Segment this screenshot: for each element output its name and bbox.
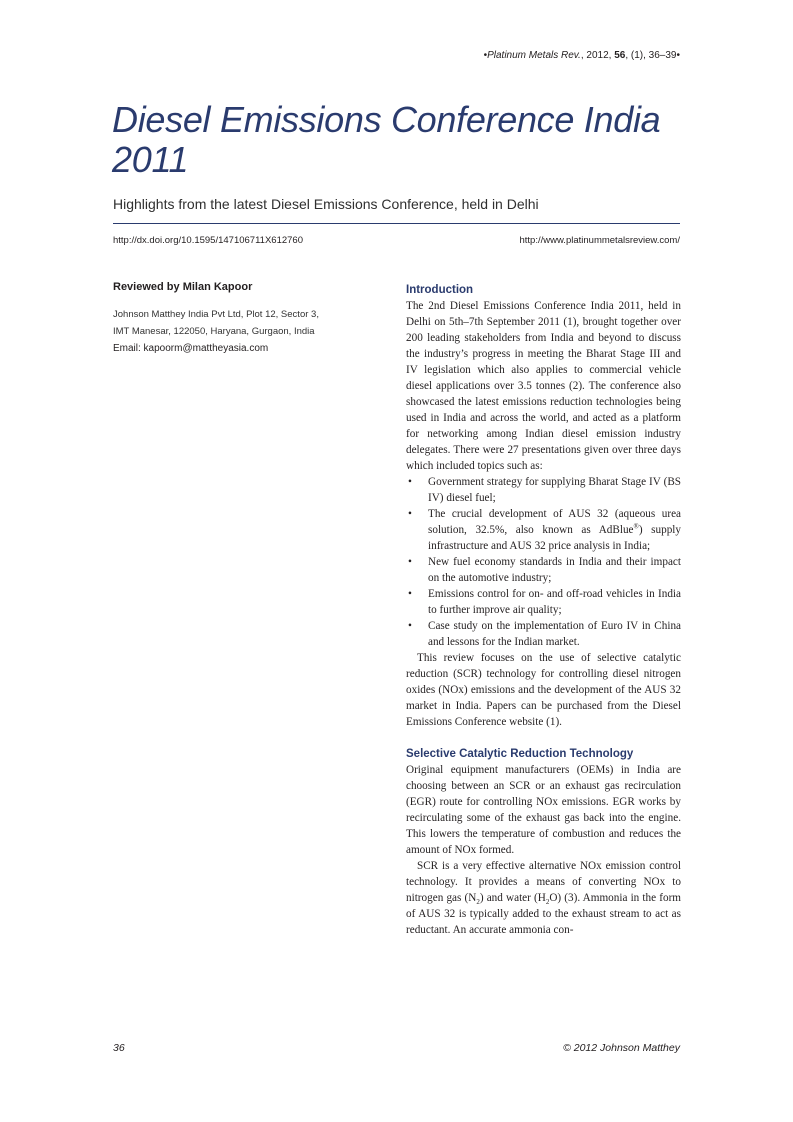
copyright-notice: © 2012 Johnson Matthey — [563, 1042, 680, 1054]
list-item: • New fuel economy standards in India and their impact on the automotive industry; — [408, 556, 681, 584]
section-heading-scr: Selective Catalytic Reduction Technology — [406, 748, 634, 760]
journal-name: Platinum Metals Rev. — [487, 50, 581, 61]
affiliation-line-2: IMT Manesar, 122050, Haryana, Gurgaon, India — [113, 326, 315, 337]
article-body — [406, 282, 681, 938]
running-head-bullet-left: • — [483, 50, 488, 61]
scr-paragraph-2: SCR is a very effective alternative NOx emission control technology. It provides a means of converting NOx to nitrogen gas $(N_2)$ and water $(H_2O)$ (3). Ammonia in the form of AUS 32 is typically added to the exhaust stream to act as reductant. An accurate ammonia con- — [406, 860, 681, 936]
page-number: 36 — [113, 1042, 125, 1054]
bullet-icon: • — [408, 508, 412, 520]
running-head-bullet-right: • — [676, 50, 680, 61]
header-divider — [113, 223, 680, 224]
topic-list — [406, 474, 681, 650]
scr-paragraph-1: Original equipment manufacturers (OEMs) in India are choosing between an SCR or an exhaust gas recirculation (EGR) route for controlling NOx emissions. EGR works by recirculating some of the exhaust gas back into the engine. This lowers the temperature of combustion and reduces the amount of NOx formed. — [406, 764, 681, 856]
section-heading-introduction: Introduction — [406, 284, 474, 296]
journal-website-link[interactable]: http://www.platinummetalsreview.com/ — [519, 235, 680, 246]
intro-paragraph-2: This review focuses on the use of selective catalytic reduction (SCR) technology for controlling diesel nitrogen oxides (NOx) emissions and the development of the AUS 32 market in India. Papers can be purchased from the Diesel Emissions Conference website (1). — [406, 652, 681, 728]
author-email[interactable]: Email: kapoorm@mattheyasia.com — [113, 343, 269, 354]
subscript-2: 2 — [545, 898, 550, 907]
bullet-icon: • — [408, 620, 412, 632]
subscript-2: 2 — [476, 898, 480, 907]
reviewer-name: Reviewed by Milan Kapoor — [113, 281, 253, 293]
section-spacer — [406, 730, 681, 746]
list-item: • The crucial development of AUS 32 (aqueous urea solution, 32.5%, also known as AdBlue®) supply infrastructure and AUS 32 price analysis in India; — [408, 508, 682, 552]
registered-mark: ® — [633, 522, 639, 531]
journal-issue-pages: , (1), 36–39 — [625, 50, 677, 61]
list-item: • Government strategy for supplying Bharat Stage IV (BS IV) diesel fuel; — [408, 476, 681, 504]
doi-link[interactable]: http://dx.doi.org/10.1595/147106711X612760 — [113, 235, 303, 246]
list-item: • Case study on the implementation of Euro IV in China and lessons for the Indian market. — [408, 620, 681, 648]
intro-paragraph: The 2nd Diesel Emissions Conference India 2011, held in Delhi on 5th–7th September 2011 (1), brought together over 200 leading stakeholders from India and beyond to discuss the industry’s progress in meeting the Bharat Stage III and IV legislation which also applies to commercial vehicle diesel applications over 3.5 tonnes (2). The conference also showcased the latest emissions reduction technologies being used in India and across the world, and acted as a platform for networking among Indian diesel emission industry delegates. There were 27 presentations given over three days which included topics such as: — [406, 300, 681, 472]
article-title: Diesel Emissions Conference India 2011 — [112, 99, 661, 180]
bullet-icon: • — [408, 556, 412, 568]
journal-volume: 56 — [614, 50, 626, 61]
affiliation-line-1: Johnson Matthey India Pvt Ltd, Plot 12, Sector 3, — [113, 309, 319, 320]
article-subtitle: Highlights from the latest Diesel Emissions Conference, held in Delhi — [113, 196, 539, 212]
list-item: • Emissions control for on- and off-road vehicles in India to further improve air quality; — [408, 588, 681, 616]
author-block — [113, 281, 353, 356]
running-head — [484, 50, 680, 61]
bullet-icon: • — [408, 476, 412, 488]
bullet-icon: • — [408, 588, 412, 600]
journal-year: , 2012, — [580, 50, 615, 61]
